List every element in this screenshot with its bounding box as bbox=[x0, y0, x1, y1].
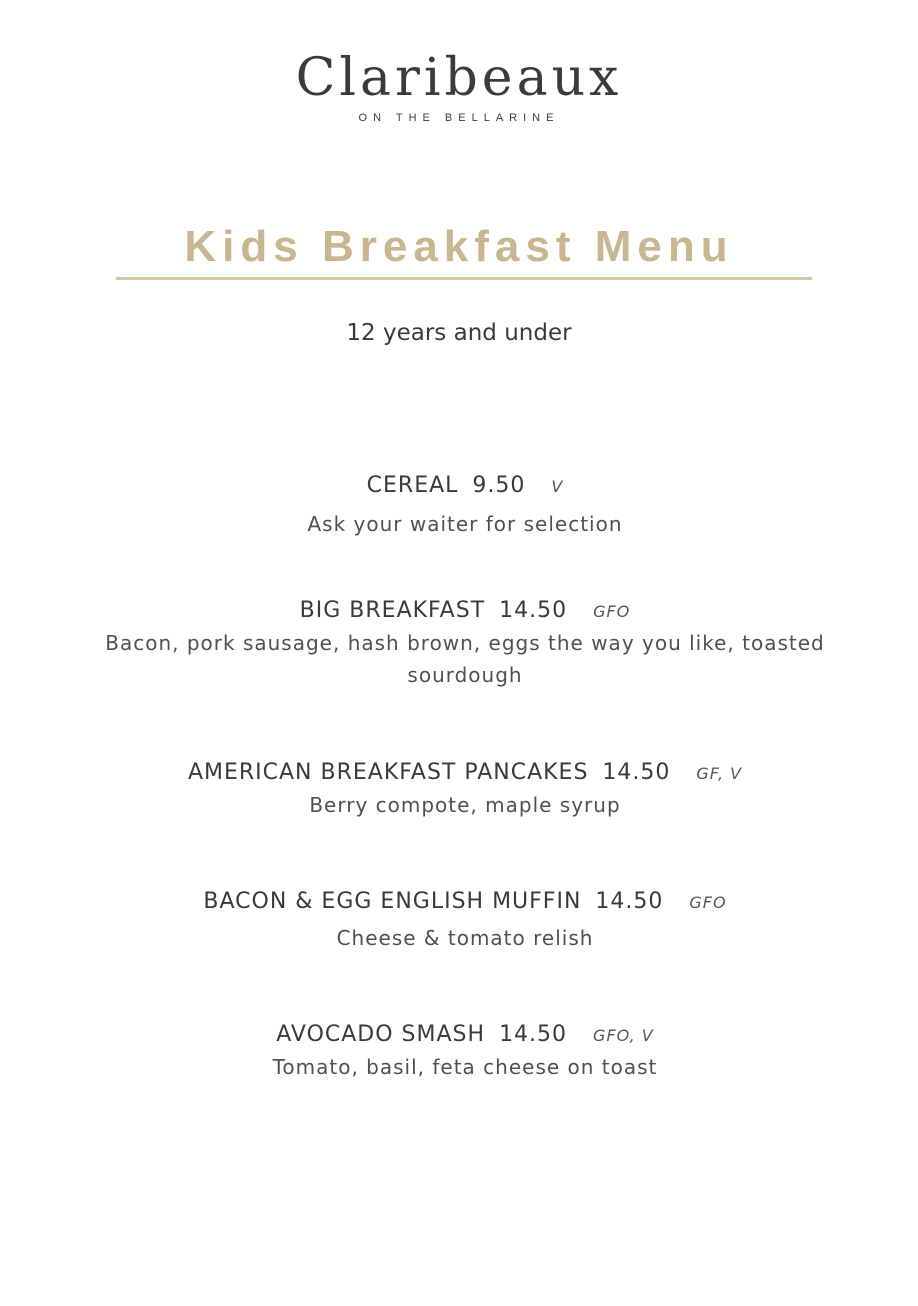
menu-item bbox=[80, 758, 850, 821]
menu-item bbox=[80, 887, 850, 954]
logo-tagline: ON THE BELLARINE bbox=[358, 112, 560, 124]
menu-item-price: 9.50 bbox=[472, 473, 526, 498]
menu-title: Kids Breakfast Menu bbox=[184, 222, 734, 271]
menu-item-dietary: GF, V bbox=[696, 764, 743, 783]
menu-item-dietary: V bbox=[551, 477, 564, 496]
menu-item-heading bbox=[80, 887, 850, 918]
menu-item bbox=[80, 471, 850, 540]
title-divider bbox=[116, 277, 812, 280]
menu-item-description: Tomato, basil, feta cheese on toast bbox=[272, 1055, 658, 1079]
menu-item-description: Cheese & tomato relish bbox=[336, 926, 594, 950]
menu-item-price: 14.50 bbox=[499, 1022, 568, 1047]
menu-item-description: Bacon, pork sausage, hash brown, eggs the way you like, toasted sourdough bbox=[105, 631, 825, 687]
menu-item-description: Berry compote, maple syrup bbox=[309, 793, 621, 817]
menu-item-heading bbox=[80, 758, 850, 789]
menu-item-price: 14.50 bbox=[595, 889, 664, 914]
logo-name: Claribeaux bbox=[295, 48, 623, 108]
menu-item-dietary: GFO bbox=[593, 602, 631, 621]
menu-item-dietary: GFO bbox=[689, 893, 727, 912]
menu-item-dietary: GFO, V bbox=[593, 1026, 654, 1045]
menu-subtitle: 12 years and under bbox=[346, 320, 572, 346]
menu-item-price: 14.50 bbox=[499, 598, 568, 623]
menu-item-name: BACON & EGG ENGLISH MUFFIN bbox=[203, 889, 582, 914]
menu-item-heading bbox=[80, 596, 850, 627]
menu-item bbox=[80, 1020, 850, 1083]
menu-item-name: AMERICAN BREAKFAST PANCAKES bbox=[187, 760, 589, 785]
menu-item-heading bbox=[80, 1020, 850, 1051]
menu-item-price: 14.50 bbox=[602, 760, 671, 785]
menu-item-name: BIG BREAKFAST bbox=[299, 598, 486, 623]
menu-item bbox=[80, 596, 850, 691]
menu-item-description: Ask your waiter for selection bbox=[307, 512, 623, 536]
logo bbox=[0, 50, 918, 124]
menu-item-heading bbox=[80, 471, 850, 502]
menu-item-name: AVOCADO SMASH bbox=[276, 1022, 486, 1047]
menu-item-name: CEREAL bbox=[366, 473, 459, 498]
